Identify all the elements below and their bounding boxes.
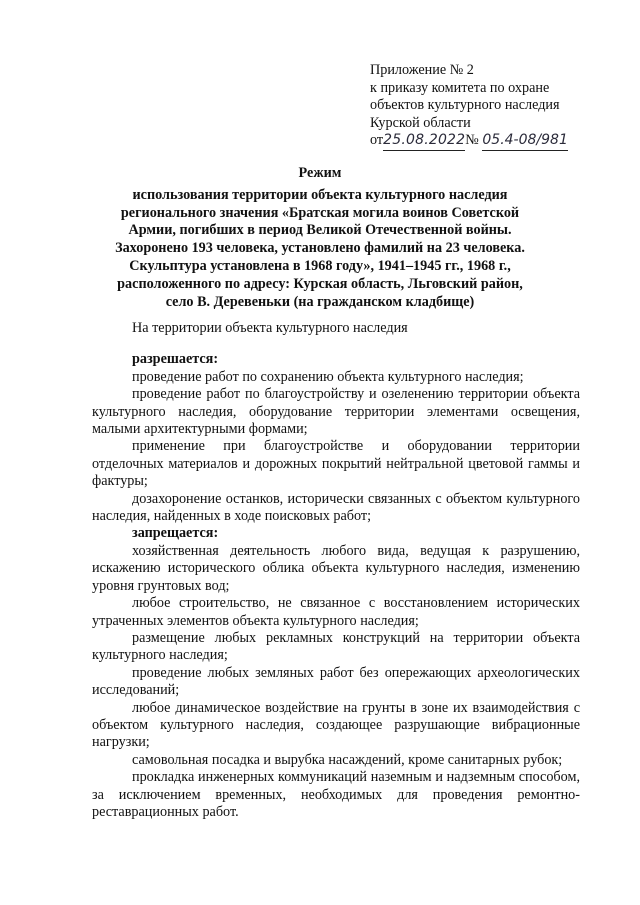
title-line: регионального значения «Братская могила воинов Советской: [120, 204, 520, 221]
forbidden-heading: запрещается:: [132, 525, 219, 542]
number-sign: №: [465, 132, 479, 149]
intro-paragraph: На территории объекта культурного наследия: [132, 320, 408, 336]
handwritten-date: 25.08.2022: [383, 132, 465, 151]
appendix-header: [370, 62, 630, 151]
allowed-item: дозахоронение останков, исторически связанных с объектом культурного наследия, найденных в ходе поисковых работ;: [92, 490, 580, 525]
appendix-region-line: Курской области: [370, 114, 471, 131]
title-line: расположенного по адресу: Курская область, Льговский район,: [117, 275, 523, 292]
forbidden-item: размещение любых рекламных конструкций на территории объекта культурного наследия;: [92, 629, 580, 664]
title-heading: Режим: [298, 165, 342, 181]
title-line: использования территории объекта культурного наследия: [132, 186, 508, 203]
handwritten-order-number: 05.4-08/981: [482, 132, 567, 151]
allowed-item: проведение работ по сохранению объекта культурного наследия;: [132, 368, 524, 385]
title-line: село В. Деревеньки (на гражданском кладбище): [165, 293, 475, 310]
title-line: Захоронено 193 человека, установлено фамилий на 23 человека.: [115, 240, 525, 257]
title-line: Скульптура установлена в 1968 году», 1941–1945 гг., 1968 г.,: [129, 257, 511, 274]
forbidden-item: проведение любых земляных работ без опережающих археологических исследований;: [92, 664, 580, 699]
forbidden-item: любое динамическое воздействие на грунты в зоне их взаимодействия с объектом культурного наследия, создающее разрушающие вибрационные нагрузки;: [92, 699, 580, 751]
forbidden-item: самовольная посадка и вырубка насаждений, кроме санитарных рубок;: [132, 751, 563, 768]
forbidden-item: любое строительство, не связанное с восстановлением исторических утраченных элементов объекта культурного наследия;: [92, 595, 580, 629]
allowed-item: проведение работ по благоустройству и озеленению территории объекта культурного наследия, оборудование территории элементами освещения, малыми архитектурными формами;: [92, 386, 580, 438]
forbidden-item: хозяйственная деятельность любого вида, ведущая к разрушению, искажению исторического облика объекта культурного наследия, изменению уровня грунтовых вод;: [92, 542, 580, 594]
from-label: от: [370, 132, 384, 149]
allowed-item: применение при благоустройстве и оборудовании территории отделочных материалов и дорожных покрытий нейтральной цветовой гаммы и фактуры;: [92, 438, 580, 490]
order-date-number-line: [370, 132, 630, 151]
appendix-committee-line: объектов культурного наследия: [370, 97, 560, 114]
document-body: [92, 320, 580, 821]
allowed-heading: разрешается:: [132, 351, 219, 368]
appendix-number: Приложение № 2: [370, 62, 474, 78]
forbidden-item: прокладка инженерных коммуникаций наземным и надземным способом, за исключением временных, необходимых для проведения ремонтно-реставрационных работ.: [92, 769, 580, 820]
document-title: [110, 165, 530, 311]
title-line: Армии, погибших в период Великой Отечественной войны.: [128, 222, 512, 239]
appendix-order-line: к приказу комитета по охране: [370, 79, 550, 96]
